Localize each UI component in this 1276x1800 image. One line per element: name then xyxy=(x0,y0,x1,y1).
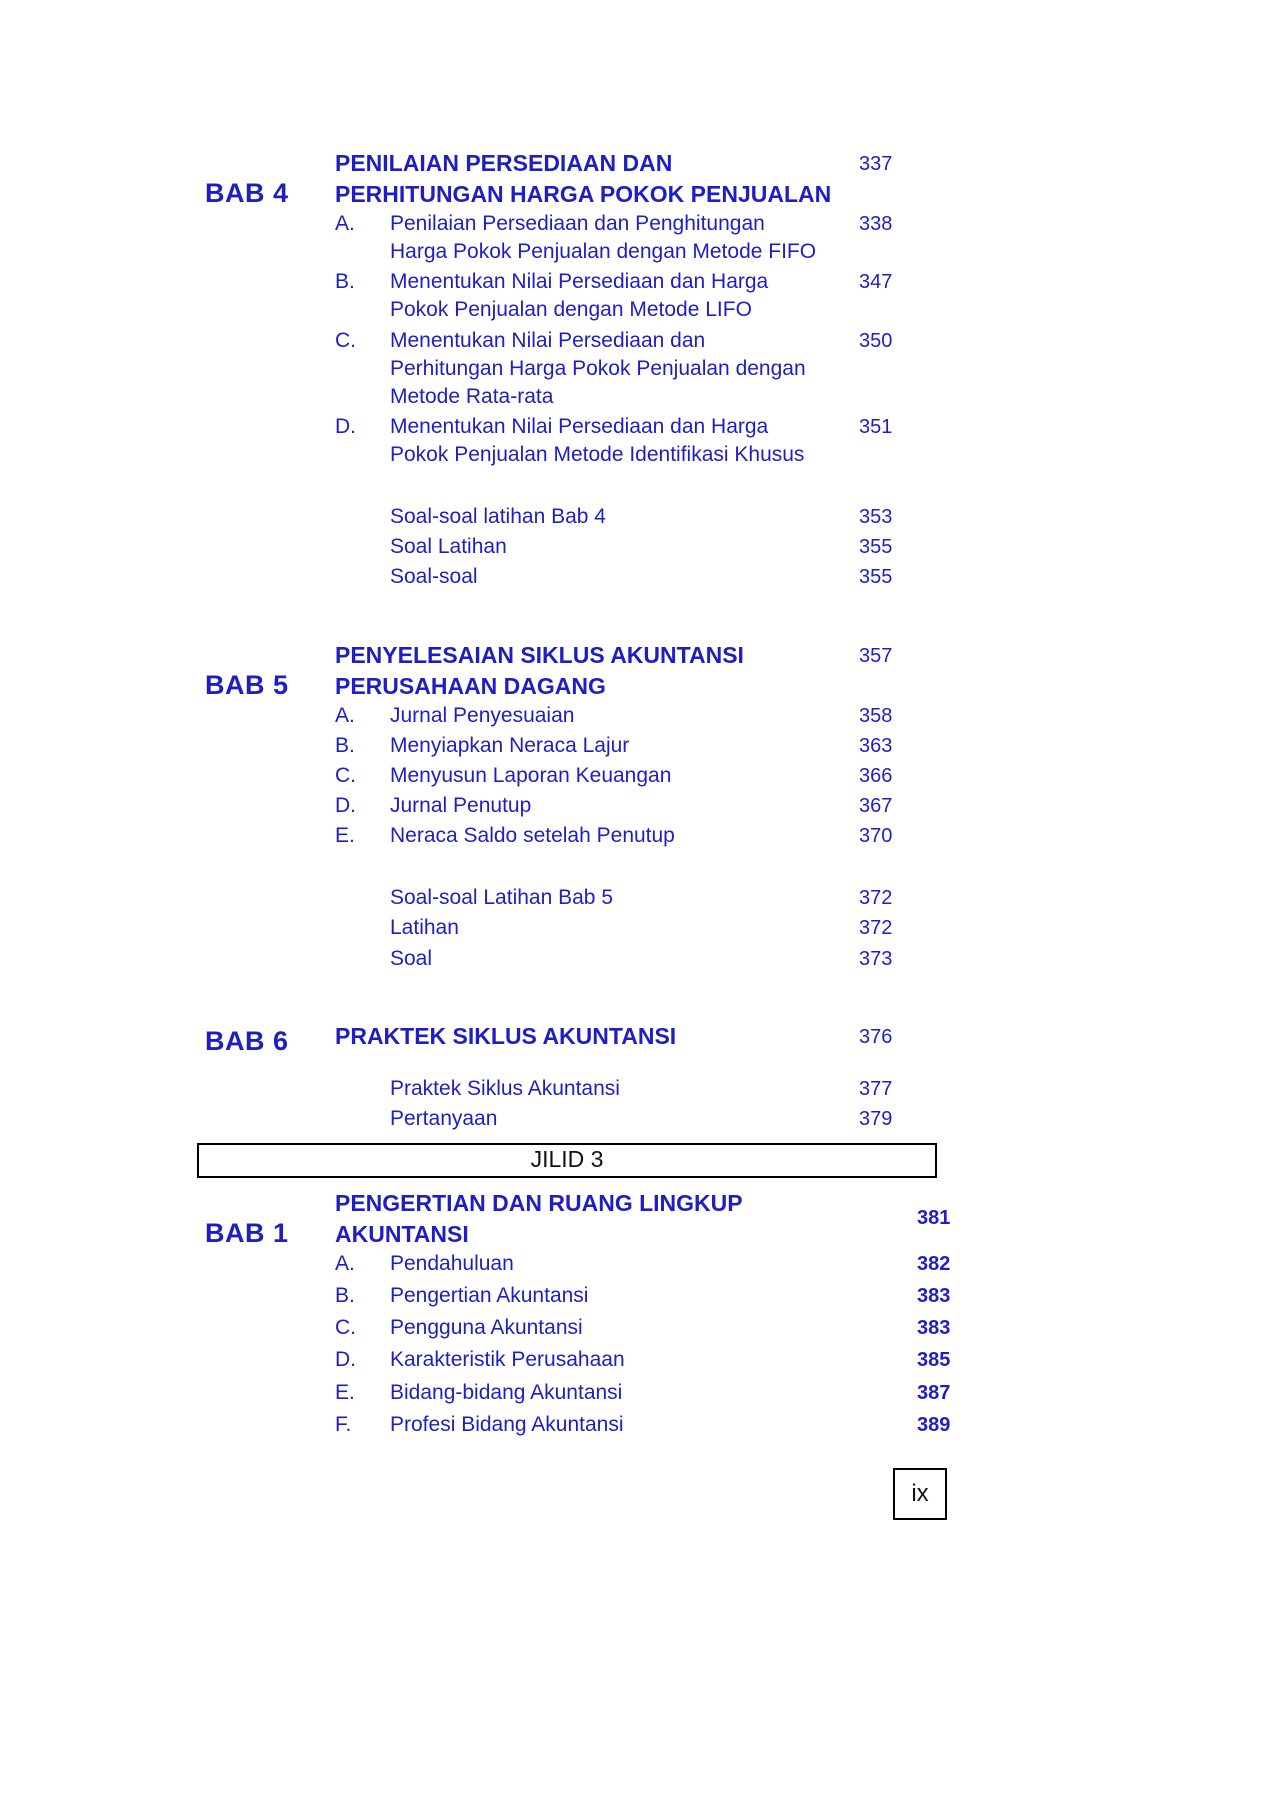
toc-item-letter: D. xyxy=(335,794,356,818)
toc-extra-text: Soal Latihan xyxy=(390,535,507,559)
toc-item-text: Pengertian Akuntansi xyxy=(390,1284,589,1308)
chapter-bab-5 xyxy=(205,640,953,973)
toc-item-page: 383 xyxy=(917,1285,951,1308)
toc-item-text: Karakteristik Perusahaan xyxy=(390,1348,625,1372)
toc-item-letter: B. xyxy=(335,270,355,294)
toc-item-text: Profesi Bidang Akuntansi xyxy=(390,1412,624,1436)
toc-item xyxy=(205,1282,953,1310)
toc-extra xyxy=(205,914,953,942)
toc-item-letter: A. xyxy=(335,703,355,727)
chapter-label: BAB 4 xyxy=(205,178,289,208)
toc-item-letter: B. xyxy=(335,733,355,757)
toc-item-text: Menyiapkan Neraca Lajur xyxy=(390,733,630,757)
toc-item-page: 385 xyxy=(917,1349,951,1372)
toc-extra xyxy=(205,563,953,591)
toc-item-letter: E. xyxy=(335,824,355,848)
toc-item xyxy=(205,1346,953,1374)
chapter-title-row xyxy=(205,148,953,210)
toc-item-page: 363 xyxy=(859,734,893,757)
toc-item-text: Pendahuluan xyxy=(390,1252,514,1276)
toc-item-page: 370 xyxy=(859,825,893,848)
toc-item-text: Neraca Saldo setelah Penutup xyxy=(390,824,675,848)
chapter-bab-6 xyxy=(205,1021,953,1133)
toc-extra-page: 377 xyxy=(859,1077,893,1100)
chapter-extras xyxy=(205,884,953,972)
toc-item xyxy=(205,762,953,790)
chapter-extras xyxy=(205,1075,953,1133)
toc-extra xyxy=(205,1075,953,1103)
toc-extra-text: Pertanyaan xyxy=(390,1106,498,1130)
toc-item-page: 383 xyxy=(917,1317,951,1340)
chapter-page-number: 337 xyxy=(859,153,893,175)
toc-item xyxy=(205,413,953,469)
toc-item-text: Menyusun Laporan Keuangan xyxy=(390,763,672,787)
toc-extra-text: Soal-soal latihan Bab 4 xyxy=(390,505,606,529)
chapter-bab-4 xyxy=(205,148,953,592)
toc-extra xyxy=(205,884,953,912)
toc-item-text: Bidang-bidang Akuntansi xyxy=(390,1380,623,1404)
toc-extra-page: 373 xyxy=(859,947,893,970)
toc-item xyxy=(205,822,953,850)
chapter-label: BAB 5 xyxy=(205,669,289,700)
toc-item-page: 389 xyxy=(917,1413,951,1436)
chapter-label: BAB 6 xyxy=(205,1025,289,1056)
toc-item-page: 350 xyxy=(859,329,893,352)
toc-item xyxy=(205,1379,953,1407)
toc-item xyxy=(205,792,953,820)
chapter-page-number: 376 xyxy=(859,1025,893,1048)
toc-item xyxy=(205,1250,953,1278)
chapter-title-row xyxy=(205,1021,953,1057)
toc-item-text: Jurnal Penutup xyxy=(390,794,532,818)
chapter-page-number: 381 xyxy=(917,1206,951,1229)
toc-extra xyxy=(205,533,953,561)
toc-item-letter: C. xyxy=(335,1316,356,1340)
page-number-label: ix xyxy=(911,1480,929,1507)
toc-item-text: Pengguna Akuntansi xyxy=(390,1316,583,1340)
toc-extra xyxy=(205,1105,953,1133)
toc-item-page: 347 xyxy=(859,271,893,294)
toc-extra-page: 379 xyxy=(859,1107,893,1130)
toc-item xyxy=(205,210,953,266)
chapter-label: BAB 1 xyxy=(205,1217,289,1248)
toc-item-page: 367 xyxy=(859,795,893,818)
chapter-title: PENILAIAN PERSEDIAAN DAN PERHITUNGAN HARGA POKOK PENJUALAN xyxy=(335,150,832,208)
toc-item-text: Menentukan Nilai Persediaan dan Perhitungan Harga Pokok Penjualan dengan Metode Rata-rata xyxy=(390,328,806,408)
toc-extra-page: 355 xyxy=(859,566,893,589)
toc-content xyxy=(205,148,953,1443)
toc-item xyxy=(205,1314,953,1342)
toc-item-letter: D. xyxy=(335,1348,356,1372)
toc-item-letter: B. xyxy=(335,1284,355,1308)
toc-item-page: 358 xyxy=(859,704,893,727)
toc-item-text: Menentukan Nilai Persediaan dan Harga Pokok Penjualan dengan Metode LIFO xyxy=(390,270,769,322)
chapter-title: PENYELESAIAN SIKLUS AKUNTANSI PERUSAHAAN DAGANG xyxy=(335,641,744,699)
jilid-divider: JILID 3 xyxy=(197,1143,937,1178)
toc-item-letter: C. xyxy=(335,328,356,352)
toc-item xyxy=(205,732,953,760)
toc-extra-text: Praktek Siklus Akuntansi xyxy=(390,1076,620,1100)
chapter-title: PRAKTEK SIKLUS AKUNTANSI xyxy=(335,1022,677,1049)
toc-extra-page: 372 xyxy=(859,887,893,910)
toc-item-page: 366 xyxy=(859,764,893,787)
toc-extra xyxy=(205,945,953,973)
toc-item-letter: A. xyxy=(335,212,355,236)
toc-item-page: 351 xyxy=(859,415,893,438)
toc-item-letter: E. xyxy=(335,1380,355,1404)
toc-item-letter: C. xyxy=(335,763,356,787)
toc-extra-page: 353 xyxy=(859,506,893,529)
toc-item-letter: D. xyxy=(335,414,356,438)
chapter-title-row xyxy=(205,1188,953,1250)
toc-item xyxy=(205,702,953,730)
chapter-title-row xyxy=(205,640,953,702)
chapter-page-number: 357 xyxy=(859,644,893,667)
chapter-title: PENGERTIAN DAN RUANG LINGKUP AKUNTANSI xyxy=(335,1189,743,1247)
toc-item-text: Menentukan Nilai Persediaan dan Harga Pokok Penjualan Metode Identifikasi Khusus xyxy=(390,414,805,467)
toc-extra-page: 372 xyxy=(859,917,893,940)
chapter-extras xyxy=(205,503,953,591)
toc-extra-text: Soal xyxy=(390,946,433,970)
toc-item-page: 387 xyxy=(917,1381,951,1404)
toc-extra-page: 355 xyxy=(859,536,893,559)
toc-item-page: 382 xyxy=(917,1253,951,1276)
toc-item xyxy=(205,327,953,411)
toc-item-letter: A. xyxy=(335,1252,355,1276)
chapter-bab-1 xyxy=(205,1188,953,1439)
toc-extra-text: Soal-soal xyxy=(390,565,478,589)
page-number-box xyxy=(893,1468,947,1520)
toc-extra-text: Latihan xyxy=(390,916,459,940)
toc-item-text: Jurnal Penyesuaian xyxy=(390,703,575,727)
toc-item xyxy=(205,1411,953,1439)
toc-item xyxy=(205,268,953,324)
toc-item-letter: F. xyxy=(335,1412,352,1436)
toc-item-text: Penilaian Persediaan dan Penghitungan Harga Pokok Penjualan dengan Metode FIFO xyxy=(390,212,817,264)
toc-item-page: 338 xyxy=(859,213,893,236)
toc-extra-text: Soal-soal Latihan Bab 5 xyxy=(390,886,613,910)
toc-extra xyxy=(205,503,953,531)
